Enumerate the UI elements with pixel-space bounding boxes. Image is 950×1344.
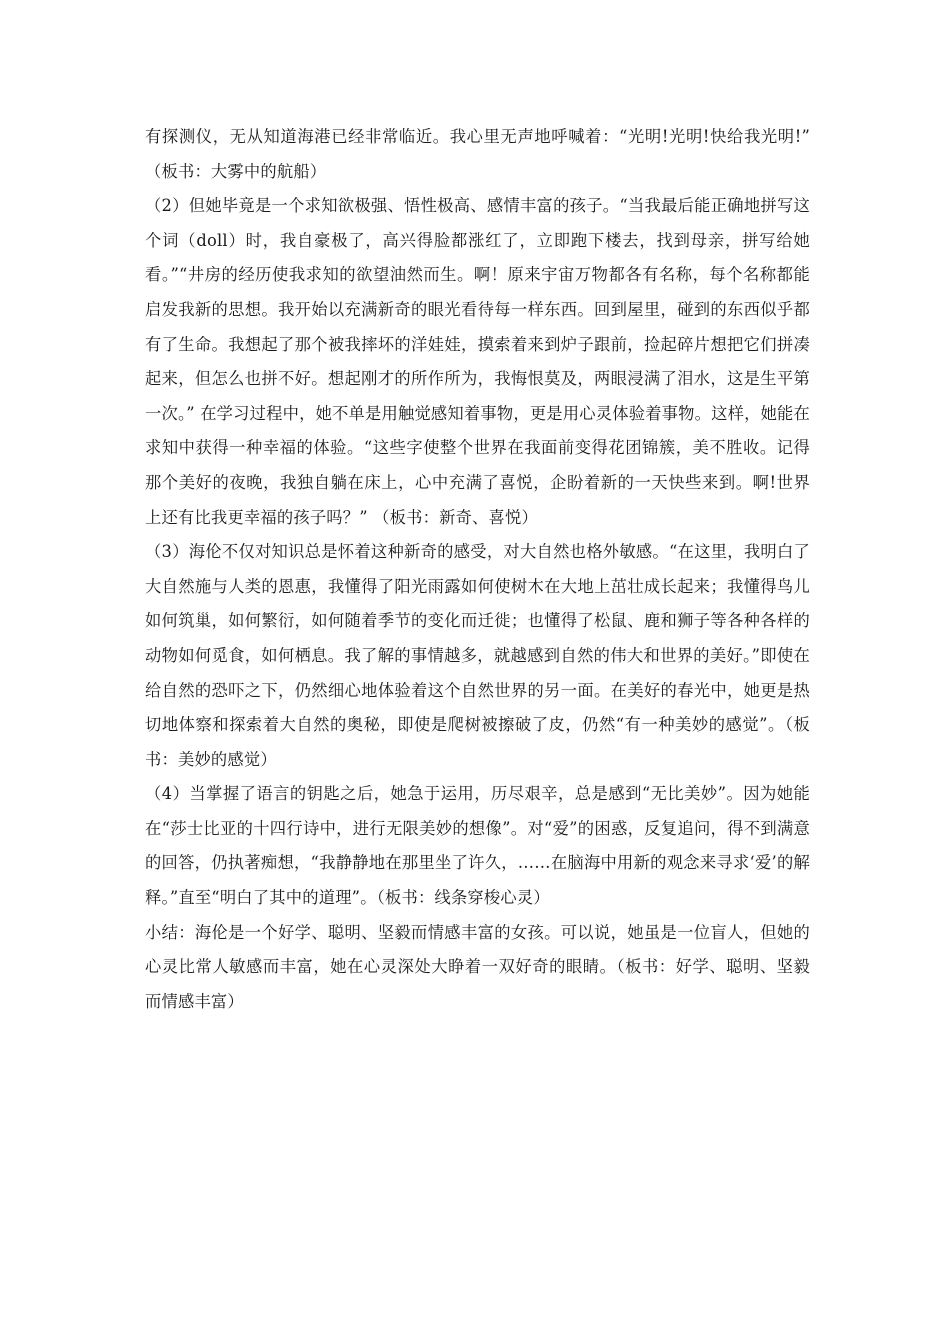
paragraph-summary: 小结：海伦是一个好学、聪明、坚毅而情感丰富的女孩。可以说，她虽是一位盲人，但她的心灵比常人敏感而丰富，她在心灵深处大睁着一双好奇的眼睛。（板书：好学、聪明、坚毅而情感丰富） [145,922,810,1011]
paragraph-continuation: 有探测仪，无从知道海港已经非常临近。我心里无声地呼喊着：“光明!光明!快给我光明!” （板书：大雾中的航船） [145,127,810,181]
paragraph-4: （4）当掌握了语言的钥匙之后，她急于运用，历尽艰辛，总是感到“无比美妙”。因为她能在“莎士比亚的十四行诗中，进行无限美妙的想像”。对“爱”的困惑，反复追问，得不到满意的回答，仍执著痴想，“我静静地在那里坐了许久，……在脑海中用新的观念来寻求‘爱’的解释。”直至“明白了其中的道理”。（板书：线条穿梭心灵） [145,784,810,908]
paragraph-2: （2）但她毕竟是一个求知欲极强、悟性极高、感情丰富的孩子。“当我最后能正确地拼写这个词（doll）时，我自豪极了，高兴得脸都涨红了，立即跑下楼去，找到母亲，拼写给她看。”“井房的经历使我求知的欲望油然而生。啊！原来宇宙万物都各有名称，每个名称都能启发我新的思想。我开始以充满新奇的眼光看待每一样东西。回到屋里，碰到的东西似乎都有了生命。我想起了那个被我摔坏的洋娃娃，摸索着来到炉子跟前，捡起碎片想把它们拼凑起来，但怎么也拼不好。想起刚才的所作所为，我悔恨莫及，两眼浸满了泪水，这是生平第一次。” 在学习过程中，她不单是用触觉感知着事物，更是用心灵体验着事物。这样，她能在求知中获得一种幸福的体验。“这些字使整个世界在我面前变得花团锦簇，美不胜收。记得那个美好的夜晚，我独自躺在床上，心中充满了喜悦，企盼着新的一天快些来到。啊!世界上还有比我更幸福的孩子吗？” （板书：新奇、喜悦） [145,196,811,527]
document-body [145,120,810,1019]
paragraph-3: （3）海伦不仅对知识总是怀着这种新奇的感受，对大自然也格外敏感。“在这里，我明白了大自然施与人类的恩惠，我懂得了阳光雨露如何使树木在大地上茁壮成长起来；我懂得鸟儿如何筑巢，如何繁衍，如何随着季节的变化而迁徙；也懂得了松鼠、鹿和狮子等各种各样的动物如何觅食，如何栖息。我了解的事情越多，就越感到自然的伟大和世界的美好。”即使在给自然的恐吓之下，仍然细心地体验着这个自然世界的另一面。在美好的春光中，她更是热切地体察和探索着大自然的奥秘，即使是爬树被擦破了皮，仍然“有一种美妙的感觉”。（板书：美妙的感觉） [145,542,810,769]
